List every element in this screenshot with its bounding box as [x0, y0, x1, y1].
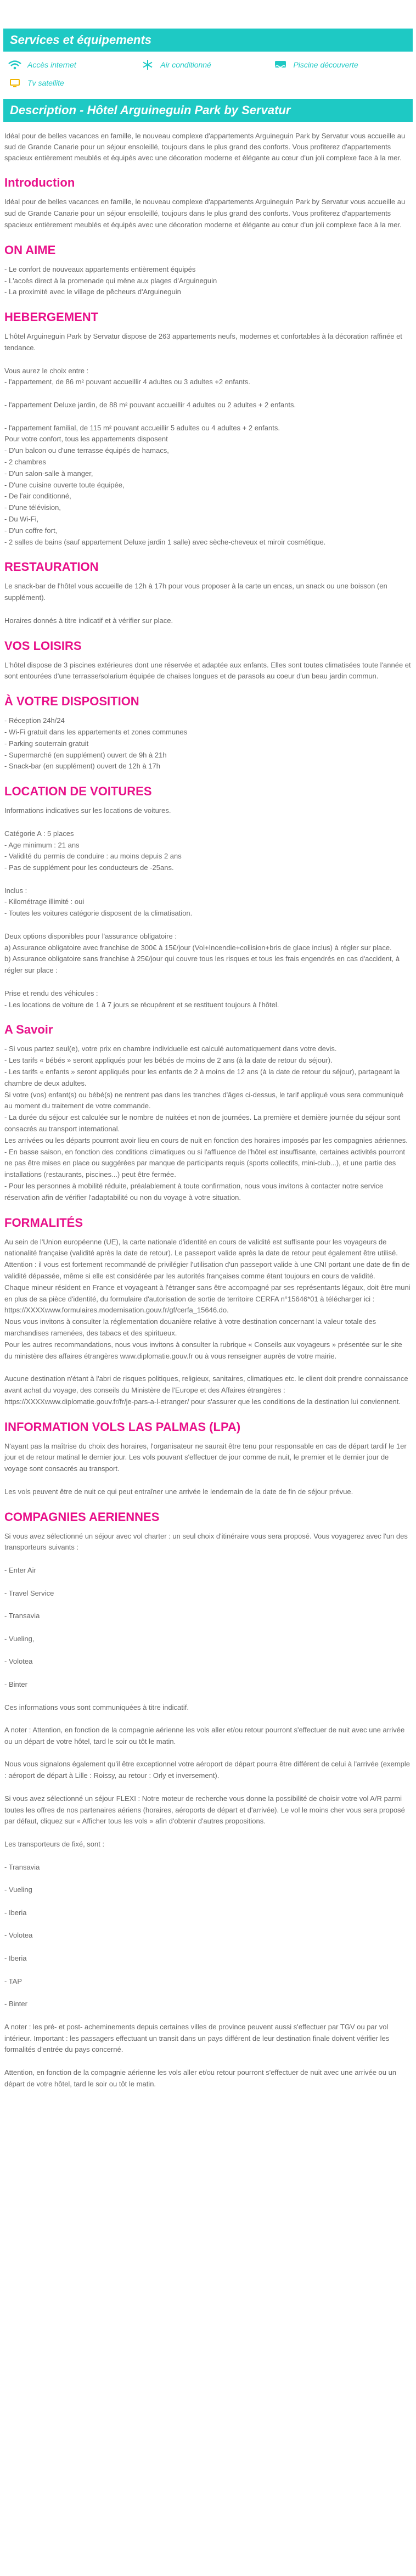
service-pool [272, 59, 405, 70]
section-body-restauration: Le snack-bar de l'hôtel vous accueille de 12h à 17h pour vous proposer à la carte un encas, un snack ou une boisson (en supplément). Horaires donnés à titre indicatif et à vérifier sur place. [4, 582, 387, 625]
intro-paragraph: Idéal pour de belles vacances en famille, le nouveau complexe d'appartements Arguineguin Park by Servatur vous accueille au sud de Grande Canarie pour un séjour ensoleillé, toujours dans le plus grand des conforts. Vous profiterez d'appartements spacieux entièrement meublés et équipés avec une décoration moderne et élégante au cœur d'un joli complexe face à la mer. [4, 132, 406, 162]
section-body-hebergement: L'hôtel Arguineguin Park by Servatur dispose de 263 appartements neufs, modernes et confortables à la décoration raffinée et tendance. Vous aurez le choix entre : - l'appartement, de 86 m² pouvant accueillir 4 adultes ou 3 adultes +2 enfants. - l'appartement Deluxe jardin, de 88 m² pouvant accueillir 4 adultes ou 2 adultes + 2 enfants. - l'appartement familial, de 115 m² pouvant accueillir 5 adultes ou 4 adultes + 2 enfants. Pour votre confort, tous les appartements disposent - D'un balcon ou d'une terrasse équipés de hamacs, - 2 chambres - D'un salon-salle à manger, - D'une cuisine ouverte toute équipée, - De l'air conditionné, - D'une télévision, - Du Wi-Fi, - D'un coffre fort, - 2 salles de bains (sauf appartement Deluxe jardin 1 salle) avec sèche-cheveux et miroir cosmétique. [4, 332, 402, 546]
section-heading-vols: INFORMATION VOLS LAS PALMAS (LPA) [4, 1419, 241, 1434]
pool-icon [272, 60, 289, 70]
section-body-a-savoir: - Si vous partez seul(e), votre prix en chambre individuelle est calculé automatiquement dans votre devis. - Les tarifs « bébés » seront appliqués pour les bébés de moins de 2 ans (à la date de retour du séjour). - Les tarifs « enfants » seront appliqués pour les enfants de 2 à moins de 12 ans (à la date de retour du séjour), partageant la chambre de deux adultes. Si votre (vos) enfant(s) ou bébé(s) ne rentrent pas dans les tranches d'âges ci-dessus, le tarif appliqué vous sera communiqué au moment du traitement de votre commande. - La durée du séjour est calculée sur le nombre de nuitées et non de journées. La première et dernière journée du séjour sont consacrés au transport international. Les arrivées ou les départs pourront avoir lieu en cours de nuit en fonction des horaires imposés par les compagnies aériennes. - En basse saison, en fonction des conditions climatiques ou si l'affluence de l'hôtel est insuffisante, certaines activités pourront ne pas être mises en place ou suggérées par manque de participants requis (sports collectifs, mini-club...), et une partie des installations (restaurants, piscines...) peut être fermée. - Pour les personnes à mobilité réduite, préalablement à toute confirmation, nous vous invitons à contacter notre service réservation afin de vérifier l'adaptabilité ou non du voyage à votre situation. [4, 1045, 408, 1202]
description-title: Description - Hôtel Arguineguin Park by Servatur [3, 99, 413, 122]
services-title: Services et équipements [3, 29, 413, 52]
section-body-disposition: - Réception 24h/24 - Wi-Fi gratuit dans les appartements et zones communes - Parking souterrain gratuit - Supermarché (en supplément) ouvert de 9h à 21h - Snack-bar (en supplément) ouvert de 12h à 17h [4, 716, 188, 771]
section-heading-formalites: FORMALITÉS [4, 1215, 83, 1230]
section-heading-loisirs: VOS LOISIRS [4, 638, 82, 653]
section-heading-hebergement: HEBERGEMENT [4, 310, 99, 324]
hotel-page [0, 29, 416, 2090]
description-intro [3, 131, 413, 164]
section-heading-compagnies: COMPAGNIES AERIENNES [4, 1509, 160, 1524]
service-label: Tv satellite [27, 78, 64, 87]
snowflake-icon [139, 59, 156, 70]
service-tv [7, 78, 139, 88]
service-label: Piscine découverte [293, 60, 358, 69]
section-heading-a-savoir: A Savoir [4, 1023, 53, 1037]
service-label: Accès internet [27, 60, 76, 69]
section-body-introduction: Idéal pour de belles vacances en famille, le nouveau complexe d'appartements Arguineguin Park by Servatur vous accueille au sud de Grande Canarie pour un séjour ensoleillé, toujours dans le plus grand des conforts. Vous profiterez d'appartements spacieux entièrement meublés et équipés avec une décoration moderne et élégante au cœur d'un joli complexe face à la mer. [4, 198, 406, 229]
section-body-loisirs: L'hôtel dispose de 3 piscines extérieures dont une réservée et adaptée aux enfants. Elles sont toutes climatisées toute l'année et sont entourées d'une terrasse/solarium équipée de chaises longues et de parasols au coeur d'un beau jardin commun. [4, 660, 411, 681]
section-body-location-voitures: Informations indicatives sur les locations de voitures. Catégorie A : 5 places - Age minimum : 21 ans - Validité du permis de conduire : au moins depuis 2 ans - Pas de supplément pour les conducteurs de -25ans. Inclus : - Kilométrage illimité : oui - Toutes les voitures catégorie disposent de la climatisation. Deux options disponibles pour l'assurance obligatoire : a) Assurance obligatoire avec franchise de 300€ à 15€/jour (Vol+Incendie+collision+bris de glace inclus) à régler sur place. b) Assurance obligatoire sans franchise à 25€/jour qui couvre tous les risques et tous les frais engendrés en cas d'accident, à régler sur place : Prise et rendu des véhicules : - Les locations de voiture de 1 à 7 jours se récupèrent et se restituent toujours à l'hôtel. [4, 806, 400, 1009]
section-heading-on-aime: ON AIME [4, 243, 56, 257]
section-body-formalites: Au sein de l'Union européenne (UE), la carte nationale d'identité en cours de validité est suffisante pour les voyageurs de nationalité française (validité après la date de retour). Le passeport valide après la date de retour peut également être utilisé. Attention : il vous est fortement recommandé de privilégier l'utilisation d'un passeport valide à une CNI portant une date de fin de validité dépassée, même si elle est considérée par les autorités françaises comme étant toujours en cours de validité. Chaque mineur résident en France et voyageant à l'étranger sans être accompagné par ses représentants légaux, doit être muni en plus de sa pièce d'identité, du formulaire d'autorisation de sortie de territoire CERFA n°15646*01 à télécharger ici : https://XXXXwww.formulaires.modernisation.gouv.fr/gf/cerfa_15646.do. Nous vous invitons à consulter la réglementation douanière relative à votre destination concernant la valeur totale des marchandises ramenées, des tabacs et des spiritueux. Pour les autres recommandations, nous vous invitons à consulter la rubrique « Conseils aux voyageurs » présentée sur le site du ministère des affaires étrangères www.diplomatie.gouv.fr ou à vous renseigner auprès de votre mairie. Aucune destination n'étant à l'abri de risques politiques, religieux, sanitaires, climatiques etc. le client doit prendre connaissance avant achat du voyage, des conseils du Ministère de l'Europe et des Affaires étrangères : https://XXXXwww.diplomatie.gouv.fr/fr/je-pars-a-l-etranger/ pour s'assurer que les conditions de la destination lui conviennent. [4, 1237, 411, 1406]
section-body-on-aime: - Le confort de nouveaux appartements entièrement équipés - L'accès direct à la promenade qui mène aux plages d'Arguineguin - La proximité avec le village de pêcheurs d'Arguineguin [4, 265, 217, 296]
section-body-compagnies: Si vous avez sélectionné un séjour avec vol charter : un seul choix d'itinéraire vous sera proposé. Vous voyagerez avec l'un des transporteurs suivants : - Enter Air - Travel Service - Transavia - Vueling, - Volotea - Binter Ces informations vous sont communiquées à titre indicatif. A noter : Attention, en fonction de la compagnie aérienne les vols aller et/ou retour pourront s'effectuer de nuit avec une arrivée ou un départ de votre hôtel, tard le soir ou tôt le matin. Nous vous signalons également qu'il être exceptionnel votre aéroport de départ pourra être différent de celui à l'arrivée (exemple : aéroport de départ à Lille : Roissy, au retour : Orly et inversement). Si vous avez sélectionné un séjour FLEXI : Notre moteur de recherche vous donne la possibilité de choisir votre vol A/R parmi toutes les offres de nos partenaires aériens (horaires, aéroports de départ et d'arrivée). Le vol le moins cher vous sera proposé par défaut, cliquez sur « Afficher tous les vols » afin d'obtenir d'autres propositions. Les transporteurs de fixé, sont : - Transavia - Vueling - Iberia - Volotea - Iberia - TAP - Binter A noter : les pré- et post- acheminements depuis certaines villes de province peuvent aussi s'effectuer par TGV ou par vol intérieur. Important : les passagers effectuant un transit dans un pays différent de leur destination finale doivent vérifier les formalités d'entrée du pays concerné. Attention, en fonction de la compagnie aérienne les vols aller et/ou retour pourront s'effectuer de nuit avec une arrivée ou un départ de votre hôtel, tard le soir ou tôt le matin. [4, 1531, 410, 2088]
tv-icon [7, 78, 23, 88]
section-heading-disposition: À VOTRE DISPOSITION [4, 694, 139, 709]
section-heading-restauration: RESTAURATION [4, 560, 99, 574]
section-body-vols: N'ayant pas la maîtrise du choix des horaires, l'organisateur ne saurait être tenu pour responsable en cas de départ tardif le 1er jour et de retour matinal le dernier jour. Les vols pouvant s'effectuer de jour comme de nuit, le premier et le dernier jour de voyage sont consacrés au transport. Les vols peuvent être de nuit ce qui peut entraîner une arrivée le lendemain de la date de fin de séjour prévue. [4, 1441, 407, 1496]
section-heading-introduction: Introduction [4, 176, 75, 190]
service-label: Air conditionné [160, 60, 211, 69]
services-list [3, 52, 413, 99]
service-internet [7, 59, 139, 70]
section-heading-location-voitures: LOCATION DE VOITURES [4, 784, 152, 799]
service-air-conditioning [139, 59, 272, 70]
wifi-icon [7, 60, 23, 70]
